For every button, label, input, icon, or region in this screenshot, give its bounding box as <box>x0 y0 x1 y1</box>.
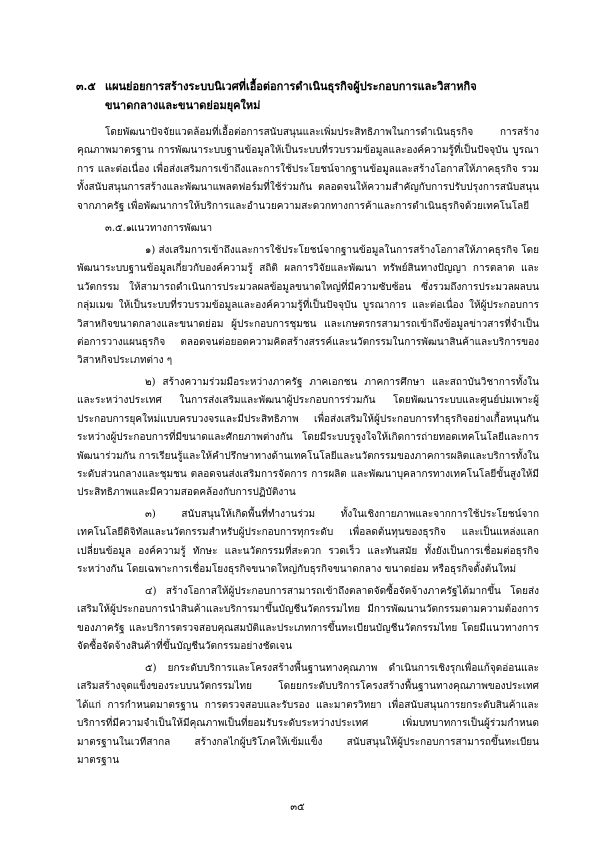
item-text: สร้างความร่วมมือระหว่างภาครัฐ ภาคเอกชน ภาคการศึกษา และสถาบันวิชาการทั้งในและระหว่างประเทศ ในการส่งเสริมและพัฒนาผู้ประกอบการร่วมกัน โดยพัฒนาระบบและศูนย์บ่มเพาะผู้ประกอบการยุคใหม่แบบครบวงจรและมีประสิทธิภาพ เพื่อส่งเสริมให้ผู้ประกอบการทำธุรกิจอย่างเกื้อหนุนกันระหว่างผู้ประกอบการที่มีขนาดและศักยภาพต่างกัน โดยมีระบบรูจูงใจให้เกิดการถ่ายทอดเทคโนโลยีและการพัฒนาร่วมกัน การเรียนรู้และให้คำปรึกษาทางด้านเทคโนโลยีและนวัตกรรมของภาคการผลิตและบริการทั้งในระดับส่วนกลางและชุมชน ตลอดจนส่งเสริมการจัดการ การผลิต และพัฒนาบุคลากรทางเทคโนโลยีขั้นสูงให้มีประสิทธิภาพและมีความสอดคล้องกับการปฏิบัติงาน <box>77 377 539 499</box>
list-item <box>77 583 539 657</box>
list-item <box>77 242 539 371</box>
section-title-line-1: แผนย่อยการสร้างระบบนิเวศที่เอื้อต่อการดำเนินธุรกิจผู้ประกอบการและวิสาหกิจ <box>105 80 477 93</box>
list-item <box>77 660 539 770</box>
page-number: ๓๕ <box>290 802 305 813</box>
section-title-line-2: ขนาดกลางและขนาดย่อมยุคใหม่ <box>105 99 261 112</box>
list-item <box>77 506 539 580</box>
item-number: ๒) <box>145 377 156 388</box>
item-number: ๓) <box>145 509 156 520</box>
item-number: ๔) <box>145 586 157 597</box>
subsection-number: ๓.๕.๑ <box>105 223 133 234</box>
list-item <box>77 374 539 503</box>
subsection-heading <box>105 220 212 238</box>
item-text: ยกระดับบริการและโครงสร้างพื้นฐานทางคุณภาพ ดำเนินการเชิงรุกเพื่อแก้จุดอ่อนและเสริมสร้างจุดแข็งของระบบนวัตกรรมไทย โดยยกระดับบริการโครงสร้างพื้นฐานทางคุณภาพของประเทศได้แก่ การกำหนดมาตรฐาน การตรวจสอบและรับรอง และมาตรวิทยา เพื่อสนับสนุนการยกระดับสินค้าและบริการที่มีความจำเป็นให้มีคุณภาพเป็นที่ยอมรับระดับระหว่างประเทศ เพิ่มบทบาทการเป็นผู้ร่วมกำหนดมาตรฐานในเวทีสากล สร้างกลไกผู้บริโภคให้เข้มแข็ง สนับสนุนให้ผู้ประกอบการสามารถขึ้นทะเบียนมาตรฐาน <box>77 663 539 767</box>
subsection-title: แนวทางการพัฒนา <box>131 223 213 234</box>
intro-paragraph: โดยพัฒนาปัจจัยแวดล้อมที่เอื้อต่อการสนับสนุนและเพิ่มประสิทธิภาพในการดำเนินธุรกิจ การสร้างคุณภาพมาตรฐาน การพัฒนาระบบฐานข้อมูลให้เป็นระบบที่รวบรวมข้อมูลและองค์ความรู้ที่เป็นปัจจุบัน บูรณาการ และต่อเนื่อง เพื่อส่งเสริมการเข้าถึงและการใช้ประโยชน์จากฐานข้อมูลและสร้างโอกาสให้ภาคธุรกิจ รวมทั้งสนับสนุนการสร้างและพัฒนาแพลตฟอร์มที่ใช้ร่วมกัน ตลอดจนให้ความสำคัญกับการปรับปรุงการสนับสนุนจากภาครัฐ เพื่อพัฒนาการให้บริการและอำนวยความสะดวกทางการค้าและการดำเนินธุรกิจด้วยเทคโนโลยี <box>77 127 539 212</box>
item-text: สร้างโอกาสให้ผู้ประกอบการสามารถเข้าถึงตลาดจัดซื้อจัดจ้างภาครัฐได้มากขึ้น โดยส่งเสริมให้ผู้ประกอบการนำสินค้าและบริการมาขึ้นบัญชีนวัตกรรมไทย มีการพัฒนานวัตกรรมตามความต้องการของภาครัฐ และบริการตรวจสอบคุณสมบัติและประเภทการขึ้นทะเบียนบัญชีนวัตกรรมไทย โดยมีแนวทางการจัดซื้อจัดจ้างสินค้าที่ขึ้นบัญชีนวัตกรรมอย่างชัดเจน <box>77 586 539 653</box>
item-text: ส่งเสริมการเข้าถึงและการใช้ประโยชน์จากฐานข้อมูลในการสร้างโอกาสให้ภาคธุรกิจ โดยพัฒนาระบบฐานข้อมูลเกี่ยวกับองค์ความรู้ สถิติ ผลการวิจัยและพัฒนา ทรัพย์สินทางปัญญา การตลาด และนวัตกรรม ให้สามารถดำเนินการประมวลผลข้อมูลขนาดใหญ่ที่มีความซับซ้อน ซึ่งรวมถึงการประมวลผลบนกลุ่มเมฆ ให้เป็นระบบที่รวบรวมข้อมูลและองค์ความรู้ที่เป็นปัจจุบัน บูรณาการ และต่อเนื่อง ให้ผู้ประกอบการวิสาหกิจขนาดกลางและขนาดย่อม ผู้ประกอบการชุมชน และเกษตรกรสามารถเข้าถึงข้อมูลข่าวสารที่จำเป็นต่อการวางแผนธุรกิจ ตลอดจนต่อยอดความคิดสร้างสรรค์และนวัตกรรมในการพัฒนาสินค้าและบริการของวิสาหกิจประเภทต่าง ๆ <box>77 245 539 367</box>
item-text: สนับสนุนให้เกิดพื้นที่ทำงานร่วม ทั้งในเชิงกายภาพและจากการใช้ประโยชน์จากเทคโนโลยีดิจิทัลและนวัตกรรมสำหรับผู้ประกอบการทุกระดับ เพื่อลดต้นทุนของธุรกิจ และเป็นแหล่งแลกเปลี่ยนข้อมูล องค์ความรู้ ทักษะ และนวัตกรรมที่สะดวก รวดเร็ว และทันสมัย ทั้งยังเป็นการเชื่อมต่อธุรกิจระหว่างกัน โดยเฉพาะการเชื่อมโยงธุรกิจขนาดใหญ่กับธุรกิจขนาดกลาง ขนาดย่อม หรือธุรกิจตั้งต้นใหม่ <box>77 509 539 576</box>
section-number: ๓.๕ <box>76 80 96 93</box>
item-number: ๑) <box>145 245 156 256</box>
item-number: ๕) <box>145 663 157 674</box>
